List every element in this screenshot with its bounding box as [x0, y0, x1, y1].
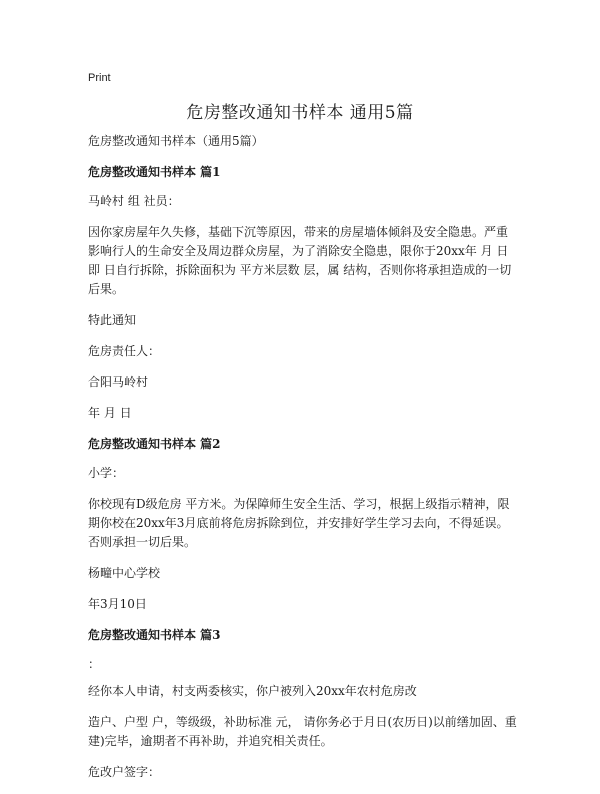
body-paragraph: 经你本人申请，村支两委核实，你户被列入20xx年农村危房改: [88, 684, 417, 698]
signature-line: 危改户签字：: [88, 765, 161, 779]
date-line: 年 月 日: [88, 406, 132, 420]
document-body: [88, 132, 518, 794]
salutation: 小学：: [88, 466, 125, 480]
salutation: ：: [88, 657, 101, 671]
body-paragraph: 造户、户型 户，等级级，补助标准 元， 请你务必于月日(农历日)以前缮加固、重建)完毕，逾期者不再补助，并追究相关责任。: [88, 715, 517, 748]
body-paragraph: 你校现有D级危房 平方米。为保障师生安全生活、学习，根据上级指示精神，限期你校在20xx年3月底前将危房拆除到位，并安排好学生学习去向，不得延误。否则承担一切后果。: [88, 497, 510, 549]
body-paragraph: 因你家房屋年久失修，基础下沉等原因，带来的房屋墙体倾斜及安全隐患。严重影响行人的生命安全及周边群众房屋，为了消除安全隐患，限你于20xx年 月 日即 日自行拆除，拆除面积为 平方米层数 层，属 结构，否则你将承担造成的一切后果。: [88, 225, 512, 296]
date-line: 年3月10日: [88, 597, 147, 611]
issuer-line: 合阳马岭村: [88, 375, 149, 389]
document-title: 危房整改通知书样本 通用5篇: [186, 103, 414, 123]
issuer-line: 杨疃中心学校: [88, 566, 161, 580]
section-heading-2: 危房整改通知书样本 篇2: [88, 437, 221, 451]
section-heading-1: 危房整改通知书样本 篇1: [88, 165, 221, 179]
salutation: 马岭村 组 社员：: [88, 194, 180, 208]
closing-line: 特此通知: [88, 313, 137, 327]
print-label: Print: [88, 72, 111, 84]
signature-line: 危房责任人：: [88, 344, 161, 358]
section-heading-3: 危房整改通知书样本 篇3: [88, 628, 221, 642]
document-subtitle: 危房整改通知书样本（通用5篇）: [88, 134, 264, 148]
